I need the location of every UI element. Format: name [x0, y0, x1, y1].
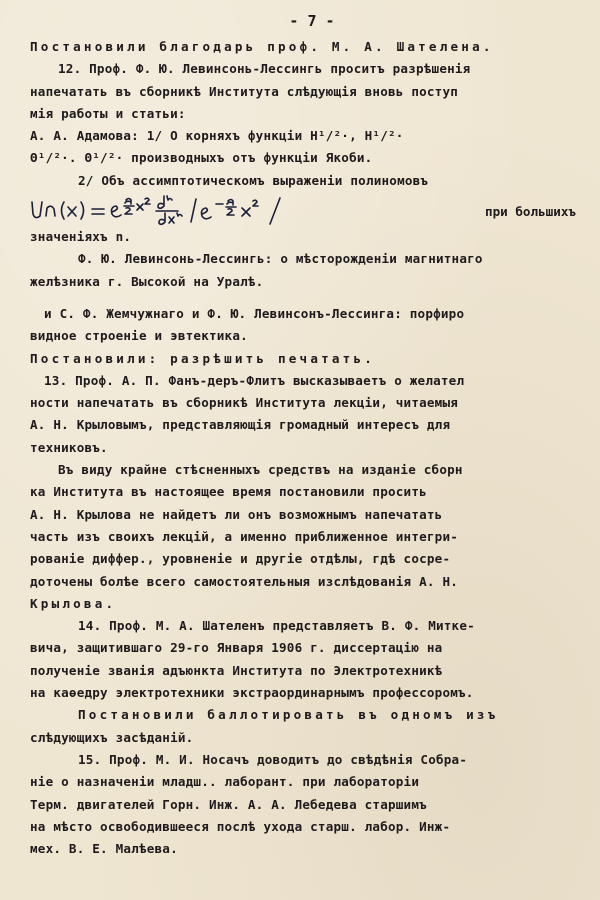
text-line-16: техниковъ.	[30, 439, 108, 455]
text-line-5: А. А. Адамова: 1/ О корняхъ функціи H¹/²·, H¹/²·	[30, 128, 404, 144]
text-line-34: мех. В. Е. Малѣева.	[30, 841, 178, 857]
text-line-10: и С. Ф. Жемчужнаго и Ф. Ю. Левинсонъ-Лессинга: порфиро	[44, 305, 465, 321]
page-number: - 7 -	[289, 12, 335, 30]
text-line-12: Постановили: разрѣшить печатать.	[30, 350, 376, 366]
text-line-13: 13. Проф. А. П. Фанъ-деръ-Флитъ высказываетъ о желател	[44, 372, 465, 388]
text-line-30: 15. Проф. М. И. Носачъ доводитъ до свѣдѣнія Собра-	[78, 751, 468, 767]
text-line-17: Въ виду крайне стѣсненныхъ средствъ на изданіе сборн	[58, 462, 463, 478]
text-line-21: рованіе диффер., уровненіе и другіе отдѣлы, гдѣ сосре-	[30, 551, 451, 567]
text-line-24: 14. Проф. М. А. Шателенъ представляетъ В. Ф. Миткe-	[78, 618, 475, 634]
handwritten-formula-row	[30, 192, 594, 226]
text-line-33: на мѣсто освободившееся послѣ ухода старш. лабор. Инж-	[30, 818, 451, 834]
text-line-9: желѣзника г. Высокой на Уралѣ.	[30, 273, 264, 289]
text-line-28: Постановили баллотировать въ одномъ изъ	[78, 707, 499, 723]
text-line-14: ности напечатать въ сборникѣ Института лекціи, читаемыя	[30, 395, 459, 411]
text-line-11: видное строеніе и эвтектика.	[30, 328, 248, 344]
text-line-22: доточены болѣе всего самостоятельныя изслѣдованія А. Н.	[30, 573, 459, 589]
text-line-26: полученіе званія адъюнкта Института по Электротехникѣ	[30, 662, 443, 678]
text-line-15: А. Н. Крыловымъ, представляющія громадный интересъ для	[30, 417, 451, 433]
text-line-31: ніе о назначеніи младш.. лаборант. при лабораторіи	[30, 774, 420, 790]
handwritten-formula	[30, 194, 440, 226]
text-line-23: Крылова.	[30, 595, 117, 611]
text-line-25: вича, защитившаго 29-го Января 1906 г. диссертацію на	[30, 640, 443, 656]
text-line-8: Ф. Ю. Левинсонь-Лессингь: о мѣсторожденіи магнитнаго	[78, 251, 483, 267]
text-line-4: мія работы и статьи:	[30, 105, 186, 121]
formula-tail-text: при большихъ	[485, 204, 576, 220]
text-line-18: ка Института въ настоящее время постановили просить	[30, 484, 427, 500]
text-line-3: напечатать въ сборникѣ Института слѣдующія вновь поступ	[30, 83, 459, 99]
text-line-29: слѣдующихъ засѣданій.	[30, 729, 194, 745]
formula-continuation: значеніяхъ n.	[30, 229, 132, 245]
text-line-19: А. Н. Крылова не найдетъ ли онъ возможнымъ напечатать	[30, 506, 443, 522]
text-line-2: 12. Проф. Ф. Ю. Левинсонь-Лессингь проситъ разрѣшенія	[58, 61, 471, 77]
text-line-20: часть изъ своихъ лекцій, а именно приближенное интегри-	[30, 528, 459, 544]
text-line-7: 2/ Объ ассимптотическомъ выраженіи полиномовъ	[78, 172, 429, 188]
text-line-6: Θ¹/²·. Θ¹/²· производныхъ отъ функціи Якоби.	[30, 150, 373, 166]
text-line-1: Постановили благодарь проф. М. А. Шателена.	[30, 39, 494, 54]
text-line-27: на каѳедру электротехники экстраординарнымъ профессоромъ.	[30, 685, 474, 701]
text-line-32: Терм. двигателей Горн. Инж. А. А. Лебедева старшимъ	[30, 796, 427, 812]
